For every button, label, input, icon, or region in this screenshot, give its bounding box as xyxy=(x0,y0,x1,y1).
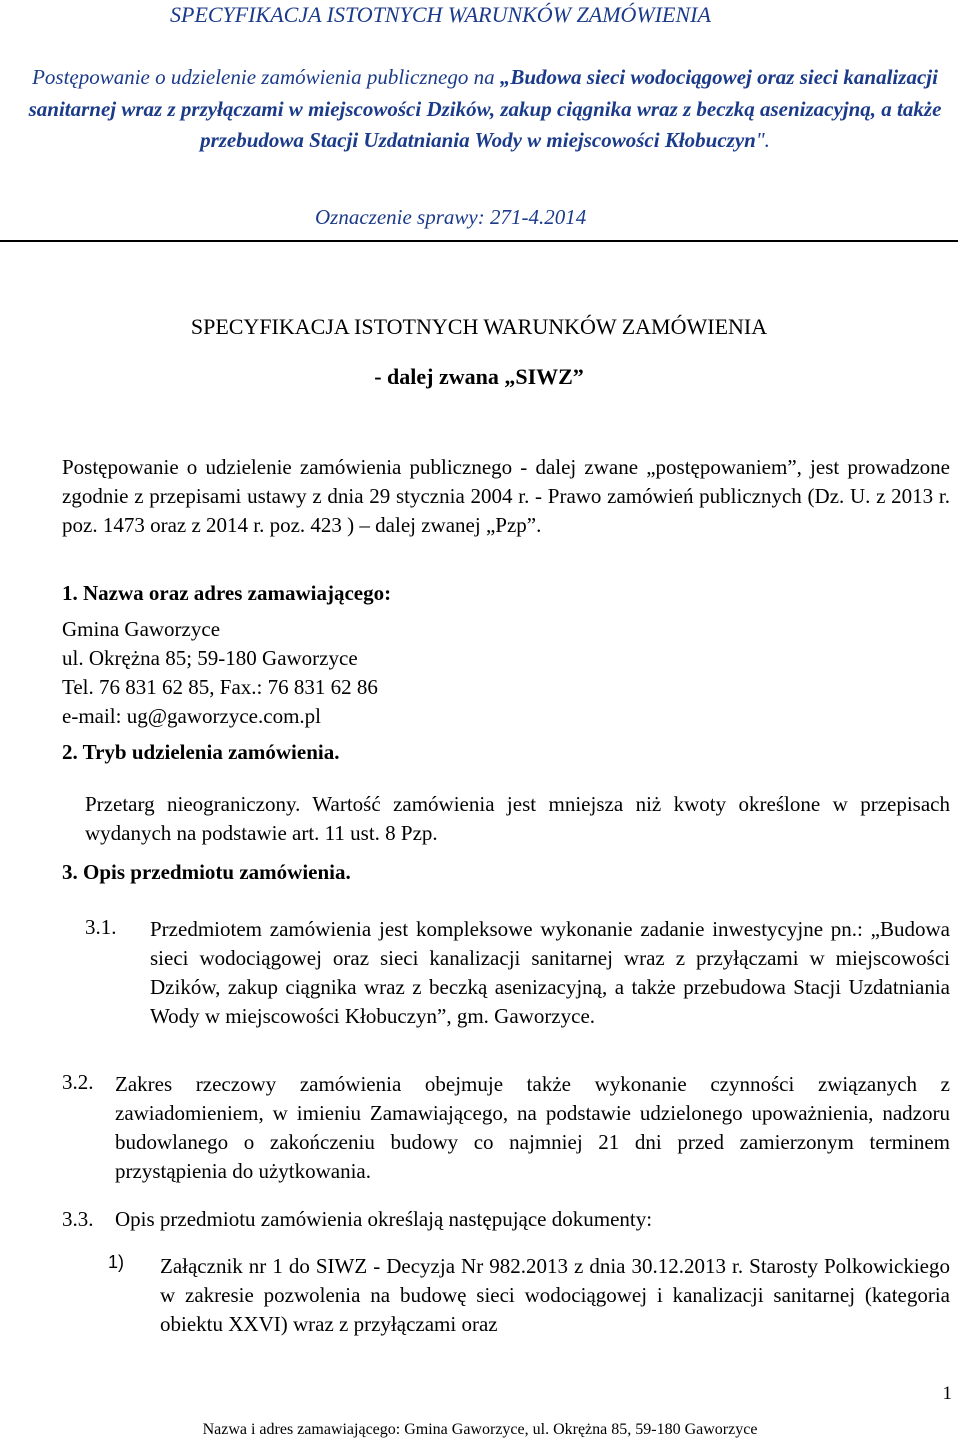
document-title: SPECYFIKACJA ISTOTNYCH WARUNKÓW ZAMÓWIENIA xyxy=(190,314,768,339)
header-desc-suffix: ". xyxy=(755,128,770,152)
item-number: 3.1. xyxy=(85,915,117,939)
header-desc-prefix: Postępowanie o udzielenie zamówienia publicznego na xyxy=(32,65,500,89)
item-text: Przedmiotem zamówienia jest kompleksowe wykonanie zadanie inwestycyjne pn.: „Budowa sieci wodociągowej oraz sieci kanalizacji sanitarnej wraz z przyłączami w miejscowości Dzików, zakup ciągnika wraz z beczką asenizacyjną, a także przebudowa Stacji Uzdatniania Wody w miejscowości Kłobuczyn”, gm. Gaworzyce. xyxy=(150,917,950,1028)
item-number: 3.2. xyxy=(62,1070,94,1094)
intro-paragraph: Postępowanie o udzielenie zamówienia publicznego - dalej zwane „postępowaniem”, jest prowadzone zgodnie z przepisami ustawy z dnia 29 stycznia 2004 r. - Prawo zamówień publicznych (Dz. U. z 2013 r. poz. 1473 oraz z 2014 r. poz. 423 ) – dalej zwanej „Pzp”. xyxy=(62,455,950,537)
section-2-text: Przetarg nieograniczony. Wartość zamówienia jest mniejsza niż kwoty określone w przepisach wydanych na podstawie art. 11 ust. 8 Pzp. xyxy=(85,792,950,845)
header-divider xyxy=(0,240,958,242)
contact-email: e-mail: ug@gaworzyce.com.pl xyxy=(62,704,321,728)
contact-line: Tel. 76 831 62 85, Fax.: 76 831 62 86 xyxy=(62,675,378,699)
page-footer: Nazwa i adres zamawiającego: Gmina Gaworzyce, ul. Okrężna 85, 59-180 Gaworzyce xyxy=(202,1421,758,1438)
section-1-heading: 1. Nazwa oraz adres zamawiającego: xyxy=(62,581,392,605)
header-title: SPECYFIKACJA ISTOTNYCH WARUNKÓW ZAMÓWIENIA xyxy=(170,2,711,27)
section-2-heading: 2. Tryb udzielenia zamówienia. xyxy=(62,740,340,764)
document-list-number: 1) xyxy=(108,1252,125,1272)
item-text: Zakres rzeczowy zamówienia obejmuje także wykonanie czynności związanych z zawiadomieniem, w imieniu Zamawiającego, na podstawie udzielonego upoważnienia, nadzoru budowlanego o zakończeniu budowy co najmniej 21 dni przed zamierzonym terminem przystąpienia do użytkowania. xyxy=(115,1072,950,1183)
item-text: Opis przedmiotu zamówienia określają następujące dokumenty: xyxy=(115,1207,653,1231)
section-3-heading: 3. Opis przedmiotu zamówienia. xyxy=(62,860,351,884)
document-list-text: Załącznik nr 1 do SIWZ - Decyzja Nr 982.2013 z dnia 30.12.2013 r. Starosty Polkowickiego w zakresie pozwolenia na budowę sieci wodociągowej i kanalizacji sanitarnej (kategoria obiektu XXVI) wraz z przyłączami oraz xyxy=(160,1254,950,1336)
item-number: 3.3. xyxy=(62,1207,94,1231)
page-number: 1 xyxy=(942,1383,952,1404)
header-desc-bold: „Budowa sieci wodociągowej oraz sieci kanalizacji sanitarnej wraz z przyłączami w miejscowości Dzików, zakup ciągnika wraz z beczką asenizacyjną, a także przebudowa Stacji Uzdatniania Wody w miejscowości Kłobuczyn xyxy=(28,65,942,152)
case-reference: Oznaczenie sprawy: 271-4.2014 xyxy=(315,205,587,229)
contact-line: Gmina Gaworzyce xyxy=(62,617,221,641)
contact-line: ul. Okrężna 85; 59-180 Gaworzyce xyxy=(62,646,358,670)
document-subtitle: - dalej zwana „SIWZ” xyxy=(374,364,584,389)
header-description xyxy=(20,62,950,157)
